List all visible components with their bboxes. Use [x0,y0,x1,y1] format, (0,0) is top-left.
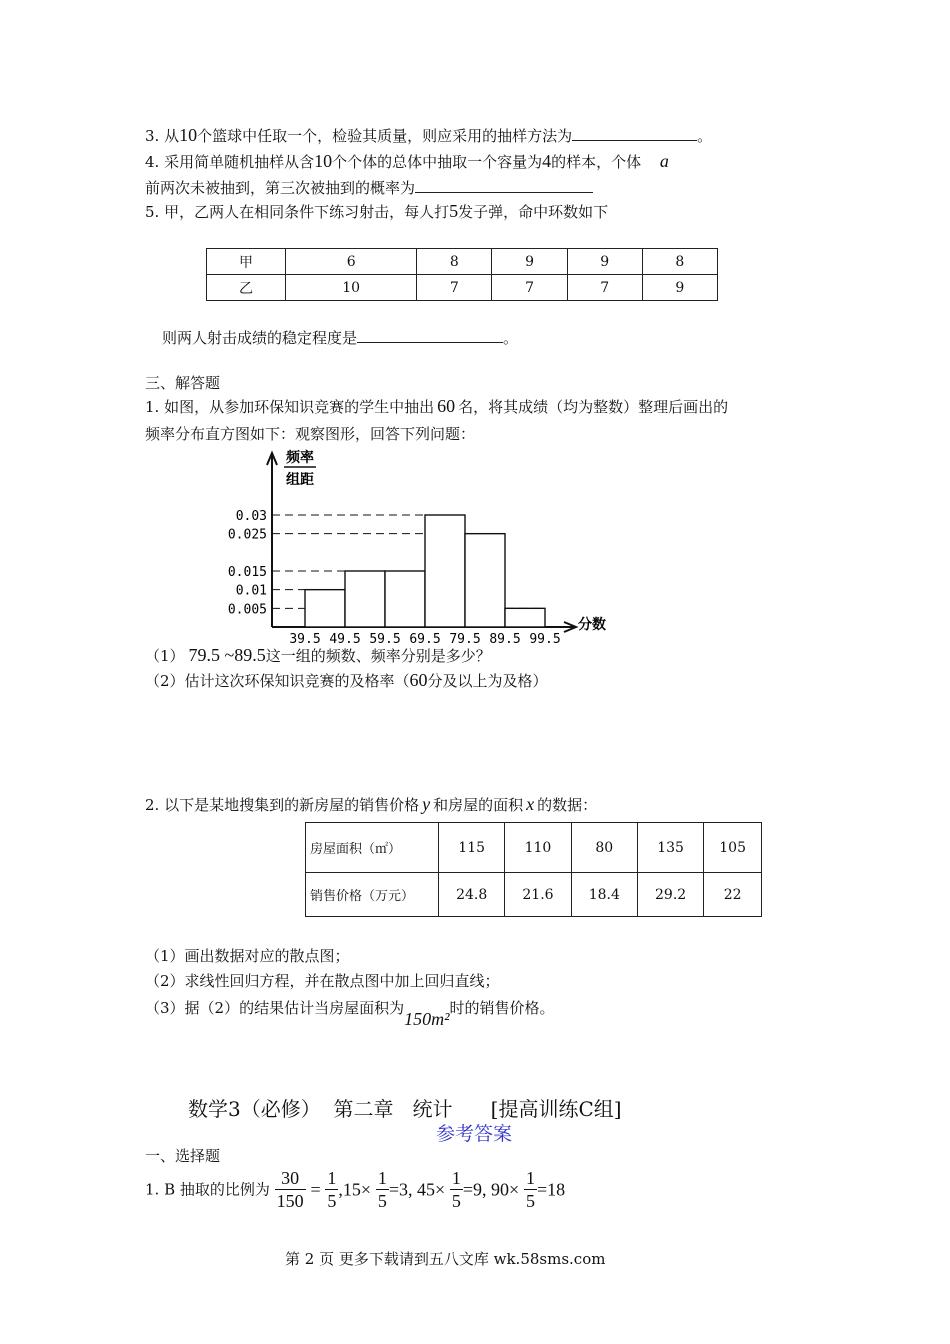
y-tick-label: 0.015 [227,565,267,580]
x-tick-label: 99.5 [529,632,561,645]
answer-blank[interactable] [572,126,697,141]
histogram-bar [345,571,385,627]
problem-1-sub1: （1） 79.5 ~89.5这一组的频数、频率分别是多少？ [145,645,491,665]
fraction: $\frac{1}{5}$ [526,1168,535,1211]
y-tick-label: 0.005 [227,602,267,618]
y-tick-label: 0.01 [235,583,267,599]
problem-2: 2. 以下是某地搜集到的新房屋的销售价格 y 和房屋的面积 x 的数据： [145,794,598,814]
x-tick-label: 39.5 [289,632,321,645]
histogram-bar [425,515,465,627]
x-tick-label: 89.5 [489,632,521,645]
table-row: 甲 6 8 9 9 8 [207,249,718,275]
fraction: $\frac{1}{5}$ [451,1168,461,1211]
question-3: 3. 从10个篮球中任取一个，检验其质量，则应采用的抽样方法为 。 [145,125,713,145]
x-tick-label: 59.5 [369,632,401,645]
answer-blank[interactable] [357,328,503,343]
page-footer: 第 2 页 更多下载请到五八文库 wk.58sms.com [285,1250,606,1268]
y-axis-label-bottom: 组距 [286,472,314,488]
x-tick-label: 79.5 [449,632,481,645]
answer-1: 1. B 抽取的比例为 $\frac{30}{150}$ = $\frac{1}{5}$ ,15× $\frac{1}{5}$ =3, 45× $\frac{1}{5}$ =9, 90× $\frac{1}{5}$ =18 [145,1168,566,1211]
housing-table [305,822,762,917]
frequency-histogram [200,445,620,645]
y-axis-label-top: 频率 [286,450,314,466]
question-5: 5. 甲，乙两人在相同条件下练习射击，每人打5发子弹，命中环数如下 [145,201,609,221]
question-4-line2: 前两次未被抽到，第三次被抽到的概率为 [145,177,593,198]
x-tick-label: 69.5 [409,632,441,645]
histogram-bar [305,590,345,627]
answer-subtitle: 参考答案 [436,1123,513,1145]
x-axis-label: 分数 [578,617,606,633]
question-5-answer-line: 则两人射击成绩的稳定程度是 。 [162,329,519,347]
answer-section-heading: 一、选择题 [145,1147,221,1165]
question-4: 4. 采用简单随机抽样从含10个个体的总体中抽取一个容量为4的样本，个体 a [145,151,669,171]
table-row: 房屋面积（㎡） 115 110 80 135 105 [306,823,762,873]
y-tick-label: 0.03 [235,509,267,524]
problem-1-sub2: （2）估计这次环保知识竞赛的及格率（60分及以上为及格） [145,670,548,690]
x-tick-label: 49.5 [329,632,361,645]
histogram-bar [385,571,425,627]
fraction: $\frac{1}{5}$ [327,1168,337,1211]
y-tick-label: 0.025 [227,527,267,543]
answer-blank[interactable] [415,178,593,193]
histogram-bar [505,608,545,627]
problem-2-sub3: （3）据（2）的结果估计当房屋面积为150m²时的销售价格。 [145,999,555,1029]
problem-1-line2: 频率分布直方图如下：观察图形，回答下列问题： [145,425,476,443]
table-row: 销售价格（万元） 24.8 21.6 18.4 29.2 22 [306,873,762,917]
answer-title: 数学3（必修） 第二章 统计 [提高训练C组] [188,1097,622,1121]
fraction: $\frac{30}{150}$ [276,1168,304,1211]
problem-2-sub2: （2）求线性回归方程，并在散点图中加上回归直线； [145,972,500,990]
table-row: 乙 10 7 7 7 9 [207,275,718,301]
fraction: $\frac{1}{5}$ [377,1168,387,1211]
section-heading: 三、解答题 [145,374,221,392]
problem-2-sub1: （1）画出数据对应的散点图； [145,947,350,965]
shooting-table [206,248,718,301]
problem-1: 1. 如图，从参加环保知识竞赛的学生中抽出 60 名，将其成绩（均为整数）整理后画出的 [145,396,729,416]
histogram-bar [465,534,505,627]
